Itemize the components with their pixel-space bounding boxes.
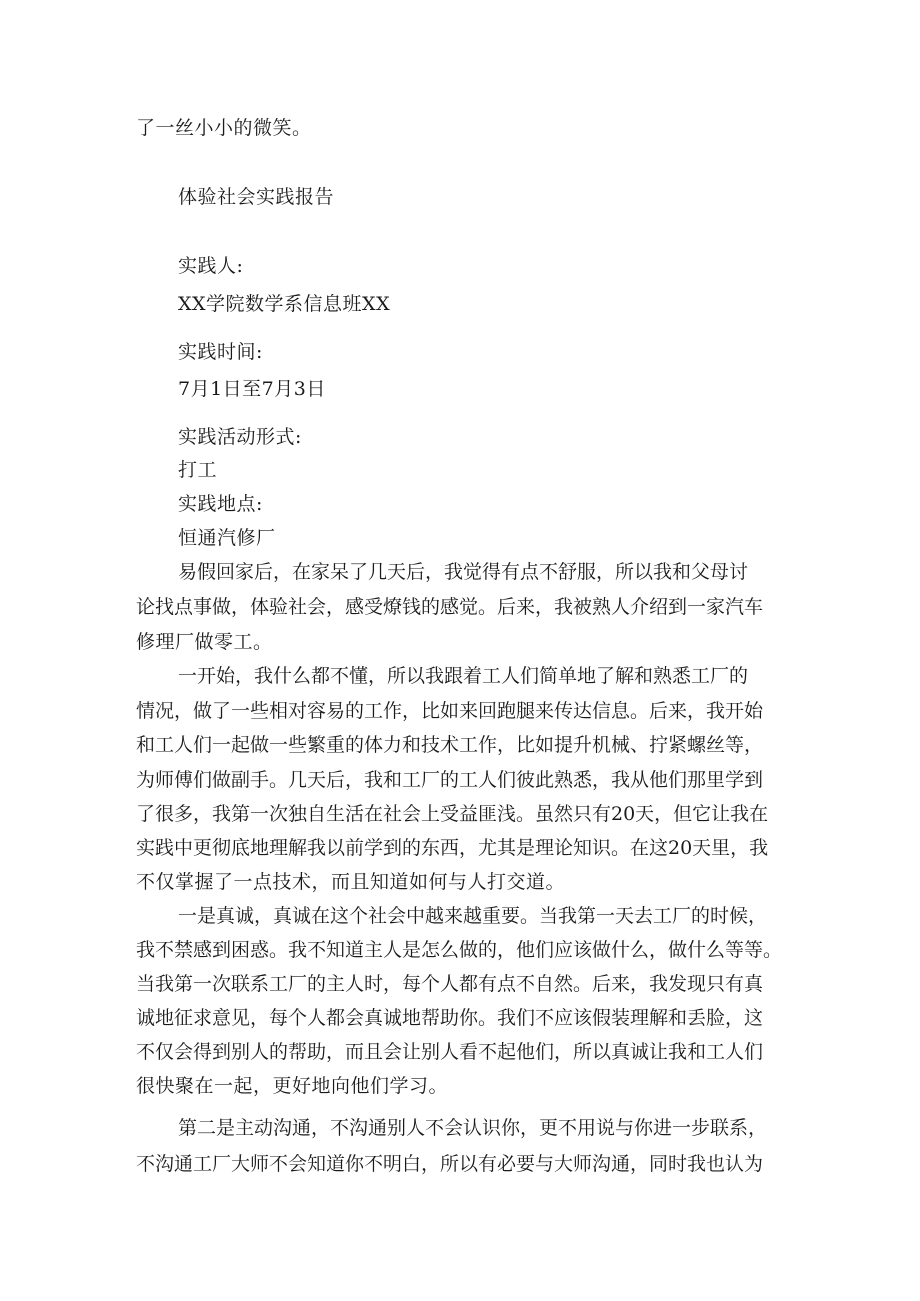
field-value-time: 7月1日至7月3日 (178, 378, 326, 400)
field-value-form: 打工 (178, 459, 218, 481)
paragraph-1-line-3: 修理厂做零工。 (136, 631, 273, 653)
field-label-form: 实践活动形式: (178, 426, 302, 448)
paragraph-3-line-1: 一是真诚，真诚在这个社会中越来越重要。当我第一天去工厂的时候， (178, 905, 768, 927)
paragraph-1-line-2: 论找点事做，体验社会，感受燎钱的感觉。后来，我被熟人介绍到一家汽车 (136, 596, 764, 618)
field-label-time: 实践时间: (178, 341, 263, 363)
paragraph-4-line-2: 不沟通工厂大师不会知道你不明白，所以有必要与大师沟通，同时我也认为 (136, 1153, 764, 1175)
paragraph-2-line-4: 为师傅们做副手。几天后，我和工厂的工人们彼此熟悉，我从他们那里学到 (136, 769, 764, 791)
paragraph-4-line-1: 第二是主动沟通，不沟通别人不会认识你，更不用说与你进一步联系， (178, 1117, 768, 1139)
paragraph-2-line-2: 情况，做了一些相对容易的工作，比如来回跑腿来传达信息。后来，我开始 (136, 700, 764, 722)
paragraph-3-line-2: 我不禁感到困惑。我不知道主人是怎么做的，他们应该做什么，做什么等等。 (136, 939, 783, 961)
paragraph-3-line-6: 很快聚在一起，更好地向他们学习。 (136, 1075, 449, 1097)
field-value-practitioner: XX学院数学系信息班XX (178, 293, 391, 315)
paragraph-2-line-6: 实践中更彻底地理解我以前学到的东西，尤其是理论知识。在这20天里，我 (136, 837, 769, 859)
paragraph-2-line-1: 一开始，我什么都不懂，所以我跟着工人们简单地了解和熟悉工厂的 (178, 665, 749, 687)
field-label-practitioner: 实践人: (178, 255, 244, 277)
report-title: 体验社会实践报告 (178, 186, 335, 208)
paragraph-1-line-1: 易假回家后，在家呆了几天后，我觉得有点不舒服，所以我和父母讨 (178, 561, 749, 583)
paragraph-3-line-3: 当我第一次联系工厂的主人时，每个人都有点不自然。后来，我发现只有真 (136, 973, 764, 995)
paragraph-2-line-3: 和工人们一起做一些繁重的体力和技术工作，比如提升机械、拧紧螺丝等， (136, 734, 764, 756)
paragraph-3-line-4: 诚地征求意见，每个人都会真诚地帮助你。我们不应该假装理解和丢脸，这 (136, 1007, 764, 1029)
field-label-location: 实践地点: (178, 493, 263, 515)
paragraph-3-line-5: 不仅会得到别人的帮助，而且会让别人看不起他们，所以真诚让我和工人们 (136, 1041, 764, 1063)
text-line: 了一丝小小的微笑。 (136, 117, 312, 139)
paragraph-2-line-7: 不仅掌握了一点技术，而且知道如何与人打交道。 (136, 871, 566, 893)
field-value-location: 恒通汽修厂 (178, 527, 276, 549)
paragraph-2-line-5: 了很多，我第一次独自生活在社会上受益匪浅。虽然只有20天，但它让我在 (136, 803, 769, 825)
